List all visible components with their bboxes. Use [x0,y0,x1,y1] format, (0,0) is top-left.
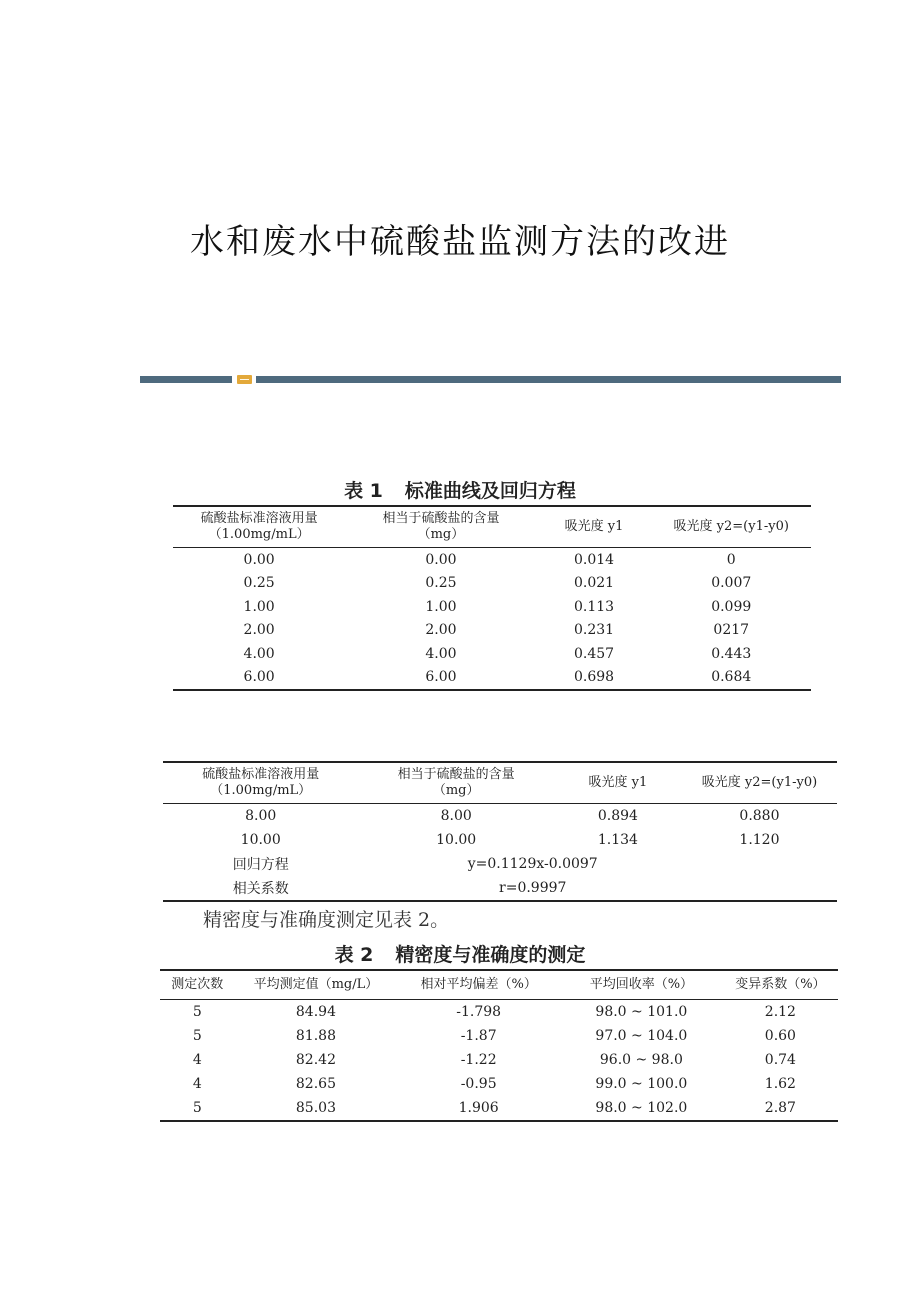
table-cell: -1.22 [460,1052,497,1068]
table-cell: 99.0 ~ 100.0 [595,1076,688,1092]
table-cell: -1.87 [460,1028,497,1044]
table-cell: 0.698 [574,669,615,686]
table-cell: 5 [192,1004,202,1020]
header-cell: 相当于硫酸盐的含量 （mg） [382,511,500,542]
table-cell: 0217 [713,622,750,639]
table-cell: 0.00 [243,551,275,568]
regression-equation: y=0.1129x-0.0097 [467,856,598,872]
table-cell: 8.00 [245,808,277,824]
correlation-coefficient: r=0.9997 [499,880,567,896]
table2-caption-number: 表 2 [334,944,374,966]
table-cell: 1.00 [243,598,275,615]
table-cell: 0.007 [711,575,752,592]
table-row [160,1024,838,1048]
table-row [173,642,811,666]
header-cell: 吸光度 y1 [588,775,648,790]
table-cell: 0.443 [711,645,752,662]
regression-label: 回归方程 [232,857,289,873]
table-cell: 0.231 [574,622,615,639]
table1-caption-number: 表 1 [344,480,383,502]
table-row [173,619,811,643]
table-row [160,1000,838,1025]
table-cell: 2.12 [764,1004,796,1020]
table-cell: 84.94 [295,1004,336,1020]
table-cell: 0.113 [574,598,615,615]
table-cell: 4 [192,1076,202,1092]
table-cell: 82.65 [295,1076,336,1092]
table-cell: 1.00 [425,598,457,615]
header-cell: 吸光度 y2=(y1-y0) [701,775,818,790]
table-cell: 0.74 [764,1052,796,1068]
document-title: 水和废水中硫酸盐监测方法的改进 [190,222,730,262]
table-cell: 0.684 [711,669,752,686]
correlation-row [163,876,837,901]
table-cell: 0.880 [739,808,780,824]
table-cell: 96.0 ~ 98.0 [599,1052,683,1068]
table-row [160,1072,838,1096]
table-cell: 5 [192,1100,202,1116]
table-cell: 4.00 [243,645,275,662]
table2-caption-text: 精密度与准确度的测定 [395,944,586,966]
table1-caption [0,476,920,503]
envelope-icon [237,375,252,384]
header-cell: 吸光度 y1 [564,519,624,534]
table-cell: 85.03 [295,1100,336,1116]
table1-caption-text: 标准曲线及回归方程 [404,480,576,502]
table-row [173,572,811,596]
table2-caption [0,940,920,967]
table-cell: 5 [192,1028,202,1044]
table-cell: 6.00 [243,669,275,686]
table-header-row [173,506,811,548]
table-row [163,804,837,829]
table-cell: 0.25 [243,575,275,592]
precision-accuracy-table [160,969,838,1122]
table-cell: -1.798 [456,1004,502,1020]
table-cell: 82.42 [295,1052,336,1068]
header-cell: 硫酸盐标准溶液用量 （1.00mg/mL） [200,511,318,542]
table-cell: 0.014 [574,551,615,568]
table-cell: 0.25 [425,575,457,592]
table-cell: 10.00 [240,832,281,848]
table-cell: 10.00 [436,832,477,848]
table-cell: 0.021 [574,575,615,592]
table-cell: 2.87 [764,1100,796,1116]
divider-bar-right [256,376,841,383]
table-cell: 6.00 [425,669,457,686]
table-row [173,666,811,691]
header-cell: 变异系数（%） [735,977,826,992]
header-cell: 测定次数 [171,977,224,992]
table-cell: 81.88 [295,1028,336,1044]
section-divider [140,375,841,384]
table-cell: 97.0 ~ 104.0 [595,1028,688,1044]
table-cell: 0.894 [597,808,638,824]
table-cell: 1.906 [458,1100,499,1116]
table-row [160,1096,838,1121]
table-cell: 1.120 [739,832,780,848]
table-cell: 4 [192,1052,202,1068]
table-row [163,828,837,852]
table-cell: 0.60 [764,1028,796,1044]
table-cell: 0.457 [574,645,615,662]
header-cell: 硫酸盐标准溶液用量 （1.00mg/mL） [202,767,320,798]
table-row [173,548,811,572]
regression-row [163,852,837,876]
table-cell: 2.00 [243,622,275,639]
standard-curve-table-continued [163,761,837,902]
standard-curve-table [173,505,811,691]
header-cell: 平均测定值（mg/L） [253,977,379,992]
table-header-row [160,970,838,1000]
table-cell: -0.95 [460,1076,497,1092]
table-cell: 0 [726,551,736,568]
header-cell: 吸光度 y2=(y1-y0) [673,519,789,534]
table-header-row [163,762,837,804]
correlation-label: 相关系数 [232,881,289,897]
header-cell: 相对平均偏差（%） [420,977,537,992]
table-cell: 8.00 [440,808,472,824]
table-cell: 98.0 ~ 101.0 [595,1004,688,1020]
body-paragraph: 精密度与准确度测定见表 2。 [203,909,450,931]
table-cell: 1.62 [764,1076,796,1092]
table-row [173,595,811,619]
table-cell: 2.00 [425,622,457,639]
table-cell: 98.0 ~ 102.0 [595,1100,688,1116]
table-cell: 1.134 [597,832,638,848]
table-cell: 0.00 [425,551,457,568]
table-row [160,1048,838,1072]
table-cell: 4.00 [425,645,457,662]
table-cell: 0.099 [711,598,752,615]
divider-bar-left [140,376,232,383]
header-cell: 相当于硫酸盐的含量 （mg） [397,767,515,798]
header-cell: 平均回收率（%） [589,977,694,992]
